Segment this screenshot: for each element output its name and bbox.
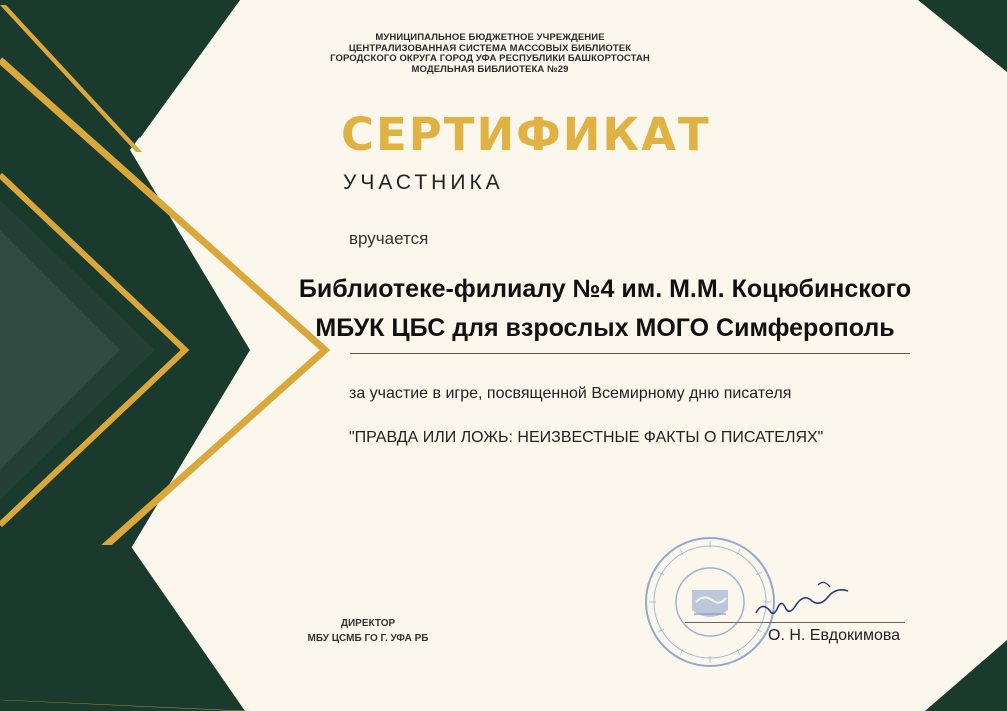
position-line-1: ДИРЕКТОР [340,618,396,629]
signature-line [685,622,905,623]
certificate-subtitle: УЧАСТНИКА [343,171,504,194]
recipient-line-1: Библиотеке-филиалу №4 им. М.М. Коцюбинского [298,275,912,303]
org-line-3: ГОРОДСКОГО ОКРУГА ГОРОД УФА РЕСПУБЛИКИ БАШКОРТОСТАН [330,53,650,64]
org-line-4: МОДЕЛЬНАЯ БИБЛИОТЕКА №29 [411,63,569,75]
recipient-line-2: МБУК ЦБС для взрослых МОГО Симферополь [315,314,895,342]
corner-bottom-right [925,640,1007,711]
participation-reason: за участие в игре, посвященной Всемирному дню писателя [349,385,792,402]
position-line-2: МБУ ЦСМБ ГО Г. УФА РБ [307,633,429,644]
recipient-underline [350,353,910,354]
event-title: "ПРАВДА ИЛИ ЛОЖЬ: НЕИЗВЕСТНЫЕ ФАКТЫ О ПИСАТЕЛЯХ" [349,429,824,446]
corner-bottom-left [0,545,245,711]
organization-header [300,33,680,75]
signatory-position [278,616,458,646]
org-line-2: ЦЕНТРАЛИЗОВАННАЯ СИСТЕМА МАССОВЫХ БИБЛИОТЕК [348,42,632,54]
certificate-title: СЕРТИФИКАТ [341,108,711,161]
recipient-name [220,270,990,348]
org-line-1: МУНИЦИПАЛЬНОЕ БЮДЖЕТНОЕ УЧРЕЖДЕНИЕ [375,32,605,43]
awarded-label: вручается [349,229,429,248]
corner-top-right [918,0,1007,72]
signatory-name: О. Н. Евдокимова [768,627,901,644]
